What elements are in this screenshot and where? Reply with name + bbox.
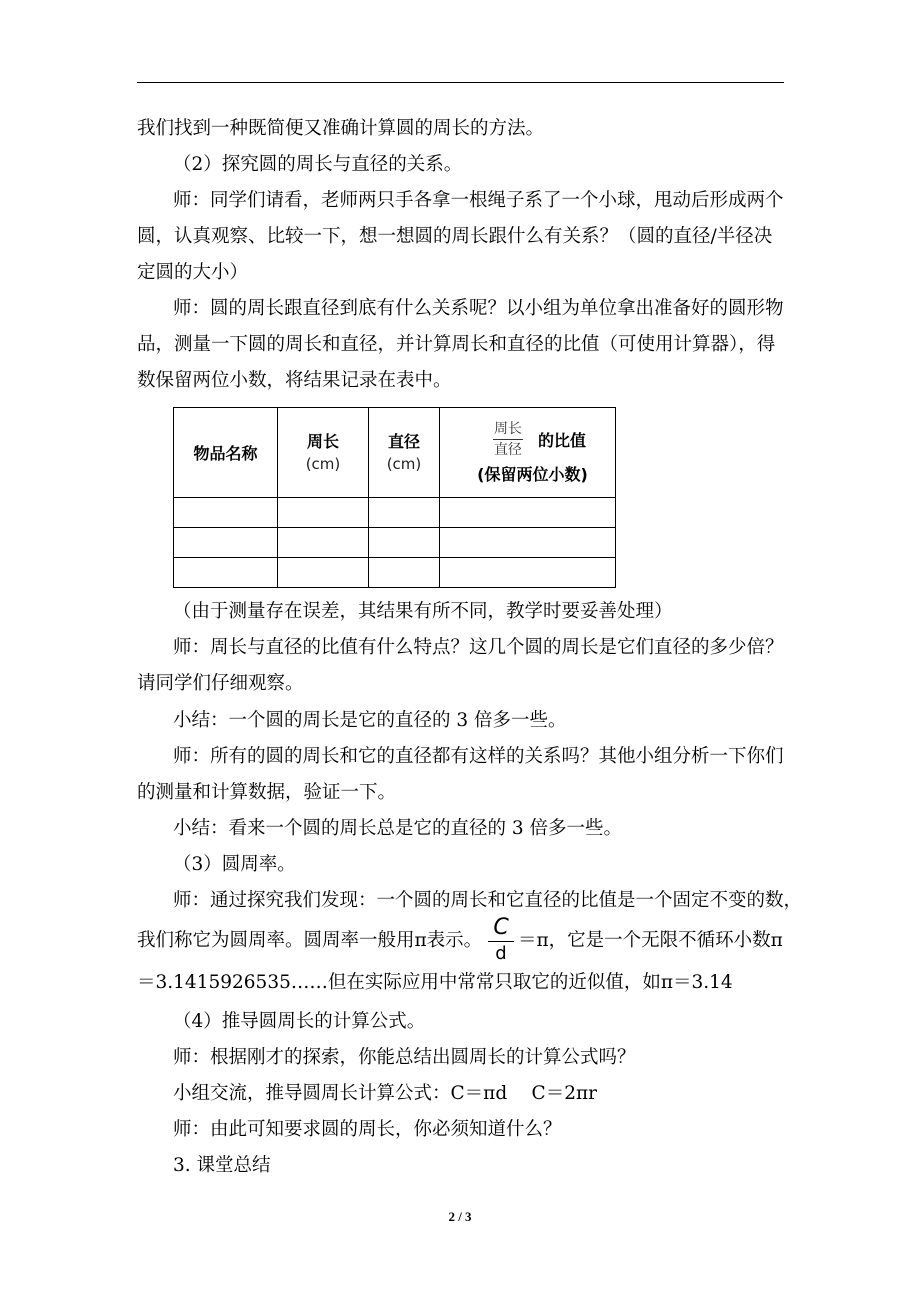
col-ratio-note: (保留两位小数) <box>477 464 588 484</box>
page-number: 2 / 3 <box>448 1209 472 1224</box>
text-line: ＝π，它是一个无限不循环小数π <box>518 930 783 951</box>
text-line: 师：所有的圆的周长和它的直径都有这样的关系吗？其他小组分析一下你们 <box>173 746 784 767</box>
table-header-cell <box>369 408 440 498</box>
text-line: 品，测量一下圆的周长和直径，并计算周长和直径的比值（可使用计算器），得 <box>137 334 776 355</box>
text-line: 我们找到一种既简便又准确计算圆的周长的方法。 <box>137 118 545 139</box>
text-line: ＝3.1415926535……但在实际应用中常常只取它的近似值，如π＝3.14 <box>137 972 733 993</box>
section-heading: （3）圆周率。 <box>173 854 296 875</box>
text-line: 请同学们仔细观察。 <box>137 673 304 694</box>
table-cell <box>369 558 440 588</box>
table-cell <box>369 498 440 528</box>
text-line: 师：通过探究我们发现：一个圆的周长和它直径的比值是一个固定不变的数， <box>173 890 803 911</box>
measurement-table <box>173 407 616 588</box>
text-line: 师：由此可知要求圆的周长，你必须知道什么？ <box>173 1119 562 1140</box>
table-cell <box>278 498 369 528</box>
table-cell <box>278 558 369 588</box>
table-cell <box>440 528 616 558</box>
table-row <box>174 528 616 558</box>
summary-line: 小结：看来一个圆的周长总是它的直径的 3 倍多一些。 <box>173 818 623 839</box>
summary-line: 小结：一个圆的周长是它的直径的 3 倍多一些。 <box>173 710 567 731</box>
formula-denominator: d <box>495 943 507 964</box>
text-line: 圆，认真观察、比较一下，想一想圆的周长跟什么有关系？（圆的直径/半径决 <box>137 226 773 247</box>
section-heading: （4）推导圆周长的计算公式。 <box>173 1011 426 1032</box>
table-row <box>174 498 616 528</box>
col-circumference-label: 周长 <box>306 431 339 451</box>
text-line: 小组交流，推导圆周长计算公式：C＝πd C＝2πr <box>173 1083 597 1104</box>
ratio-denominator: 直径 <box>493 441 522 458</box>
col-ratio-label: 的比值 <box>538 430 587 450</box>
table-cell <box>278 528 369 558</box>
text-line: 师：根据刚才的探索，你能总结出圆周长的计算公式吗？ <box>173 1047 636 1068</box>
text-line: 定圆的大小） <box>137 262 249 283</box>
table-header-cell <box>278 408 369 498</box>
table-cell <box>440 558 616 588</box>
ratio-numerator: 周长 <box>493 421 523 440</box>
text-line: 数保留两位小数，将结果记录在表中。 <box>137 370 452 391</box>
text-line: 师：周长与直径的比值有什么特点？这几个圆的周长是它们直径的多少倍？ <box>173 637 784 658</box>
table-cell <box>174 558 278 588</box>
table-row <box>174 558 616 588</box>
section-heading: （2）探究圆的周长与直径的关系。 <box>173 154 463 175</box>
col-circumference-unit: (cm) <box>305 454 341 473</box>
formula-numerator: C <box>488 917 514 942</box>
text-line: 我们称它为圆周率。圆周率一般用π表示。 <box>137 930 483 951</box>
col-diameter-unit: (cm) <box>386 454 422 473</box>
col-diameter-label: 直径 <box>387 431 420 451</box>
table-header-row <box>174 408 616 498</box>
section-heading: 3. 课堂总结 <box>173 1155 271 1176</box>
ratio-fraction <box>493 421 523 458</box>
table-cell <box>174 498 278 528</box>
header-rule <box>137 82 784 83</box>
text-line: 师：圆的周长跟直径到底有什么关系呢？以小组为单位拿出准备好的圆形物 <box>173 298 784 319</box>
text-line: 师：同学们请看，老师两只手各拿一根绳子系了一个小球，甩动后形成两个 <box>173 190 784 211</box>
table-header-cell <box>440 408 616 498</box>
pi-formula-fraction <box>488 917 514 964</box>
table-header-cell <box>174 408 278 498</box>
text-line: （由于测量存在误差，其结果有所不同，教学时要妥善处理） <box>173 601 673 622</box>
col-name-label: 物品名称 <box>193 444 258 463</box>
table-cell <box>440 498 616 528</box>
table-cell <box>369 528 440 558</box>
text-line: 的测量和计算数据，验证一下。 <box>137 782 397 803</box>
table-cell <box>174 528 278 558</box>
